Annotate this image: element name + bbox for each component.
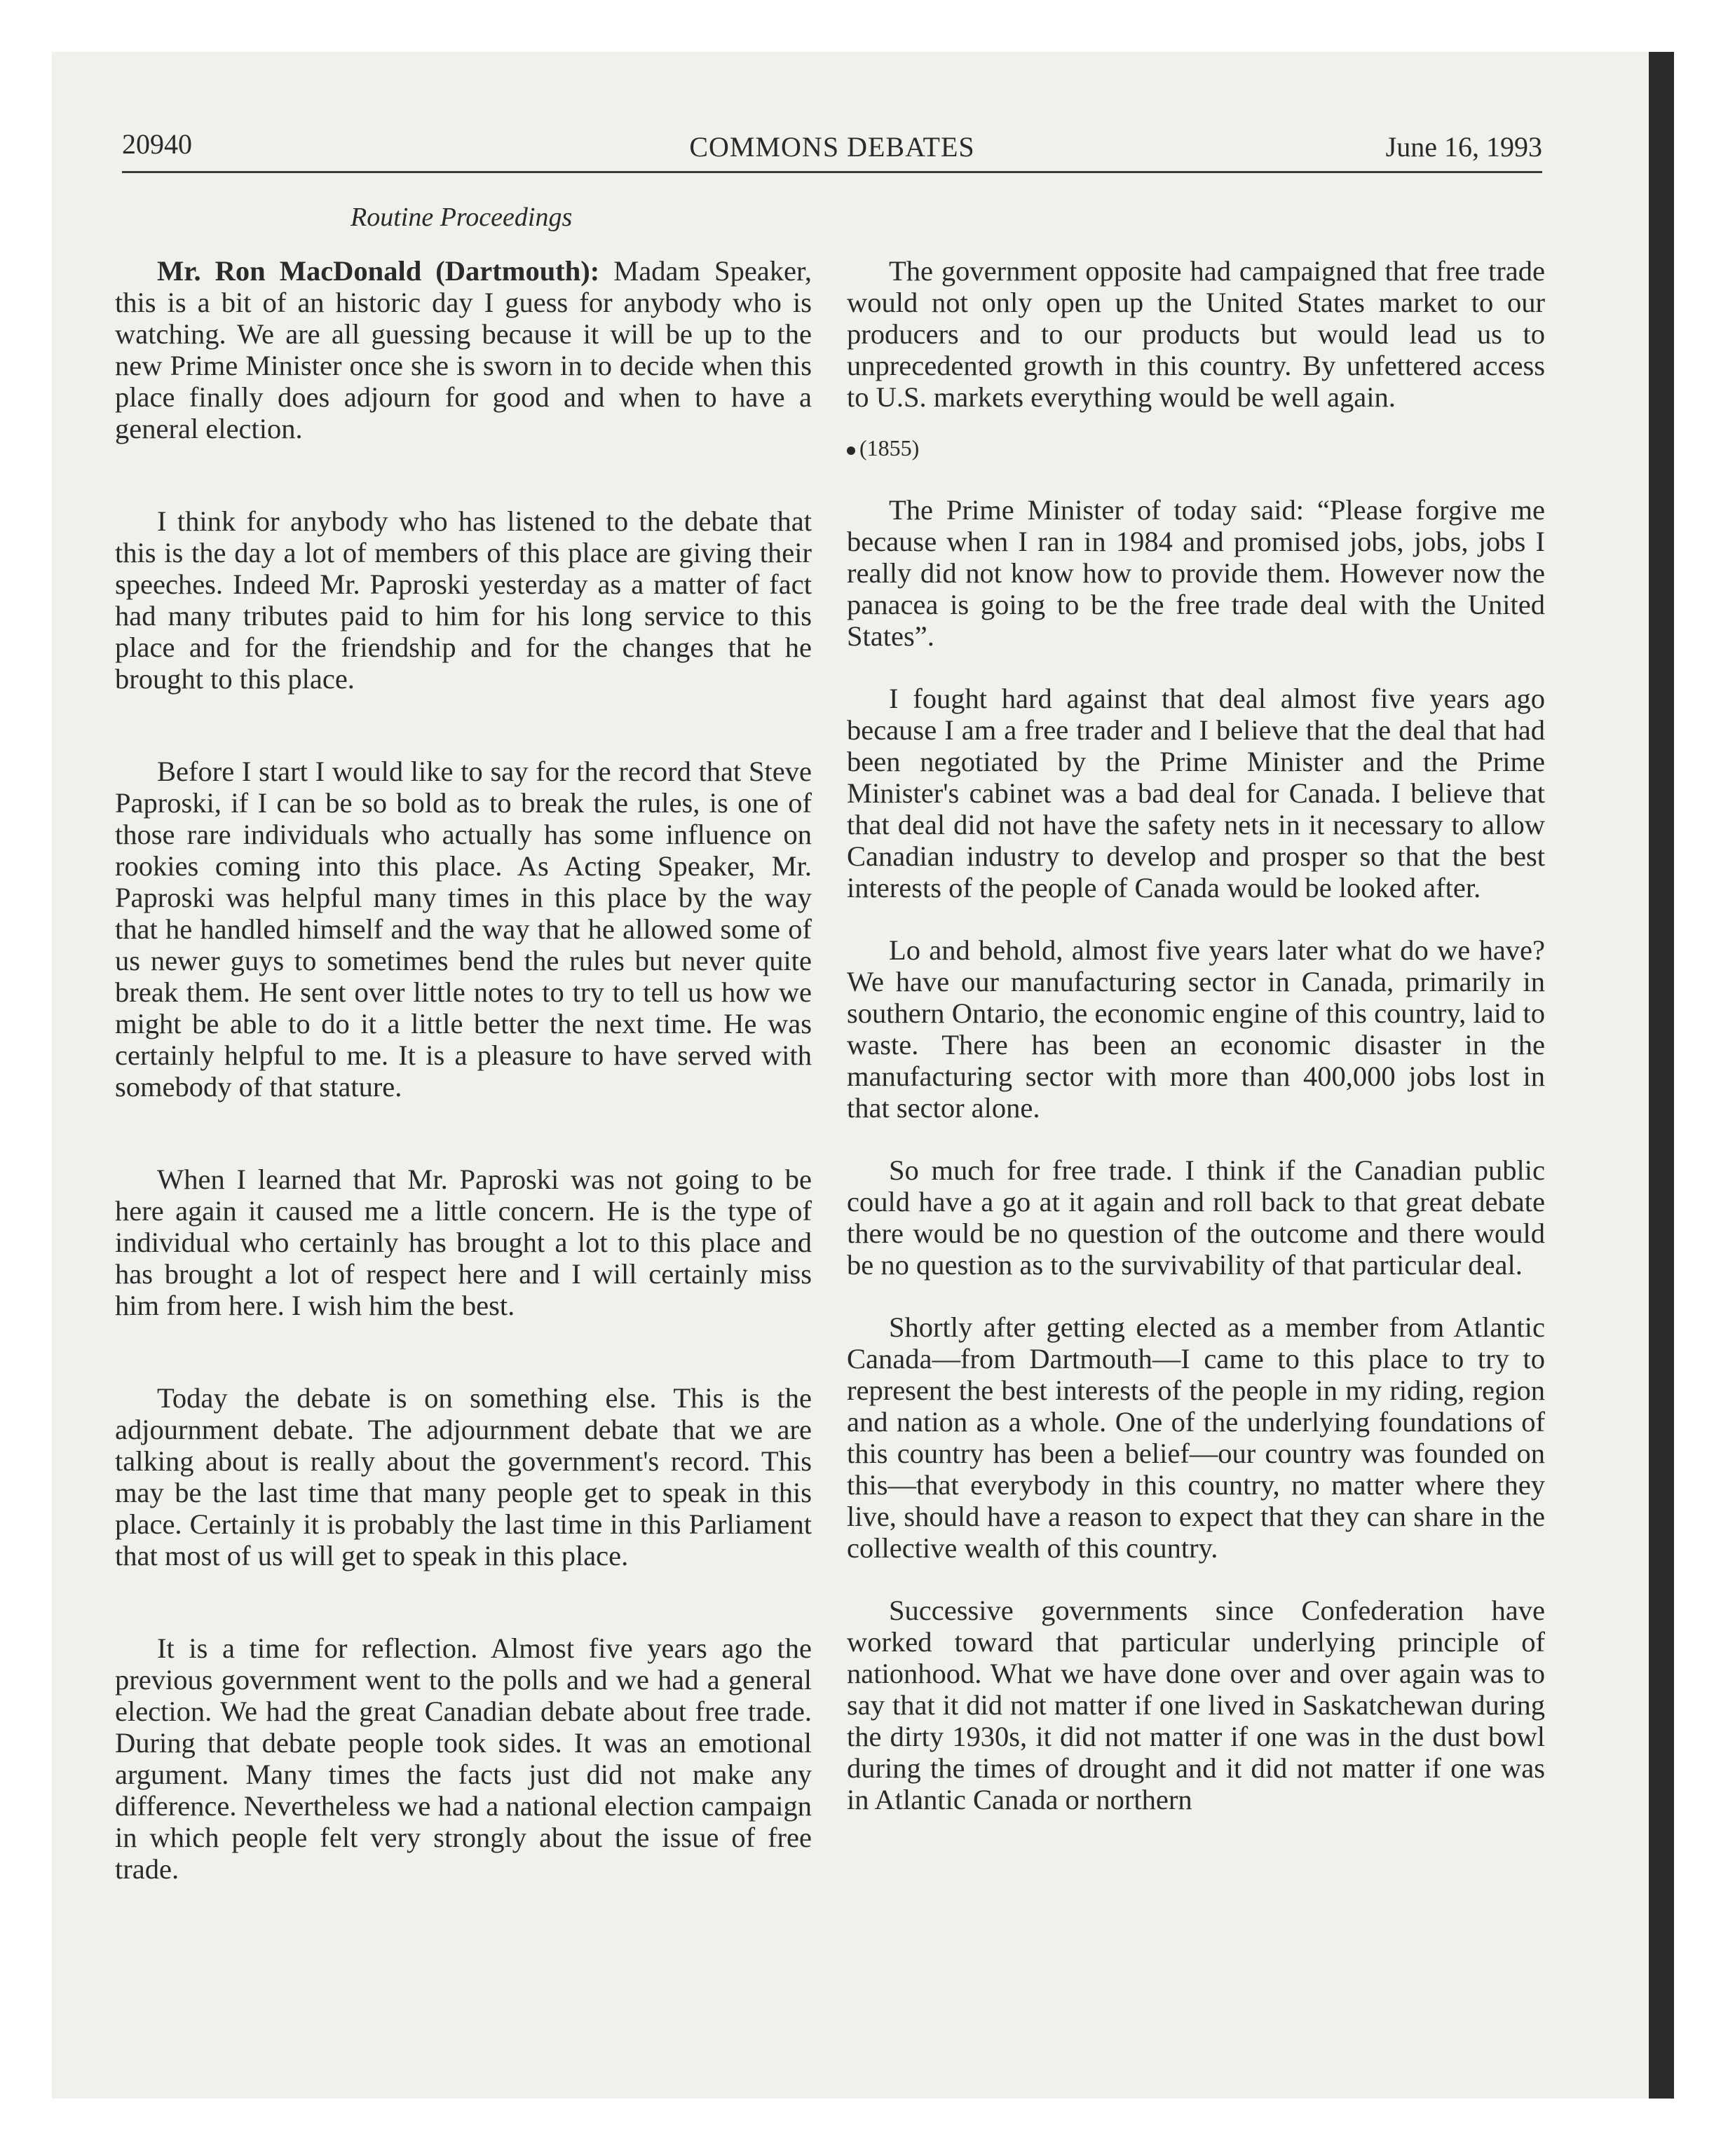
paragraph: Before I start I would like to say for the record that Steve Paproski, if I can be so bold as to break the rules, is one of those rare individuals who actually has some influence on rookies coming into this place. As Acting Speaker, Mr. Paproski was helpful many times in this place by the way that he handled himself and the way that he allowed some of us newer guys to sometimes bend the rules but never quite break them. He sent over little notes to try to tell us how we might be able to do it a little better the next time. He was certainly helpful to me. It is a pleasure to have served with somebody of that stature. [115,756,812,1103]
paragraph: Lo and behold, almost five years later what do we have? We have our manufacturing sector in Canada, primarily in southern Ontario, the economic engine of this country, laid to waste. There has been an economic disaster in the manufacturing sector with more than 400,000 jobs lost in that sector alone. [847,934,1545,1124]
paragraph: It is a time for reflection. Almost five years ago the previous government went to the polls and we had a general election. We had the great Canadian debate about free trade. During that debate people took sides. It was an emotional argument. Many times the facts just did not make any difference. Nevertheless we had a national election campaign in which people felt very strongly about the issue of free trade. [115,1632,812,1885]
paragraph: The Prime Minister of today said: “Please forgive me because when I ran in 1984 and promised jobs, jobs, jobs I really did not know how to provide them. However now the panacea is going to be the free trade deal with the United States”. [847,494,1545,652]
page-date: June 16, 1993 [1385,131,1542,163]
speaker-name: Mr. Ron MacDonald (Dartmouth): [157,255,600,287]
bullet-icon [847,446,855,455]
paragraph: Today the debate is on something else. This is the adjournment debate. The adjournment debate that we are talking about is really about the government's record. This may be the last time that many people get to speak in this place. Certainly it is probably the last time in this Parliament that most of us will get to speak in this place. [115,1382,812,1571]
section-heading: Routine Proceedings [351,203,573,232]
publication-title: COMMONS DEBATES [689,131,975,163]
paragraph: Mr. Ron MacDonald (Dartmouth): Madam Speaker, this is a bit of an historic day I guess for anybody who is watching. We are all guessing because it will be up to the new Prime Minister once she is sworn in to decide when this place finally does adjourn for good and when to have a general election. [115,255,812,444]
paragraph: Successive governments since Confederation have worked toward that particular underlying principle of nationhood. What we have done over and over again was to say that it did not matter if one lived in Saskatchewan during the dirty 1930s, it did not matter if one was in the dust bowl during the times of drought and it did not matter if one was in Atlantic Canada or northern [847,1595,1545,1815]
paragraph: Shortly after getting elected as a member from Atlantic Canada—from Dartmouth—I came to this place to try to represent the best interests of the people in my riding, region and nation as a whole. One of the underlying foundations of this country has been a belief—our country was founded on this—that everybody in this country, no matter where they live, should have a reason to expect that they can share in the collective wealth of this country. [847,1311,1545,1564]
paragraph: When I learned that Mr. Paproski was not going to be here again it caused me a little concern. He is the type of individual who certainly has brought a lot to this place and has brought a lot of respect here and I will certainly miss him from here. I wish him the best. [115,1164,812,1321]
left-column [115,255,812,1946]
paragraph: I fought hard against that deal almost five years ago because I am a free trader and I believe that the deal that had been negotiated by the Prime Minister and the Prime Minister's cabinet was a bad deal for Canada. I believe that that deal did not have the safety nets in it necessary to allow Canadian industry to develop and prosper so that the best interests of the people of Canada would be looked after. [847,683,1545,903]
time-marker: (1855) [847,434,1545,462]
page-number: 20940 [122,128,192,160]
paragraph: I think for anybody who has listened to the debate that this is the day a lot of members of this place are giving their speeches. Indeed Mr. Paproski yesterday as a matter of fact had many tributes paid to him for his long service to this place and for the friendship and for the changes that he brought to this place. [115,505,812,695]
right-column [847,255,1545,1846]
page-header [122,128,1542,173]
scan-edge-bar [1649,52,1674,2099]
paragraph: The government opposite had campaigned that free trade would not only open up the United States market to our producers and to our products but would lead us to unprecedented growth in this country. By unfettered access to U.S. markets everything would be well again. [847,255,1545,413]
paragraph: So much for free trade. I think if the Canadian public could have a go at it again and roll back to that great debate there would be no question of the outcome and there would be no question as to the survivability of that particular deal. [847,1154,1545,1281]
